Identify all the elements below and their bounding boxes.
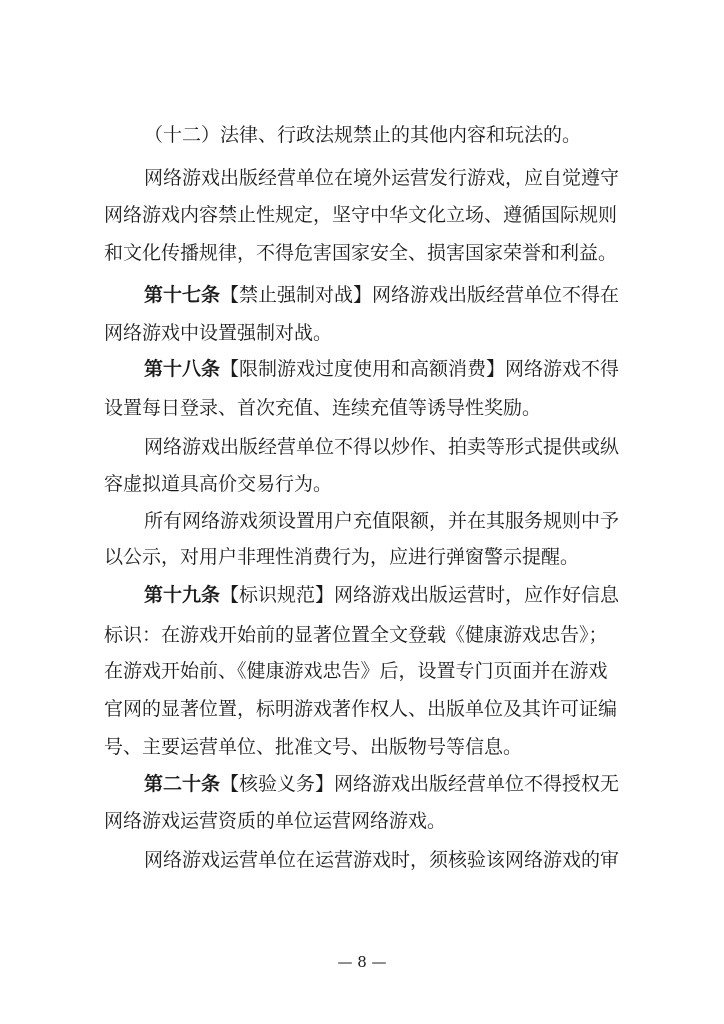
article-20-line (144, 772, 620, 796)
paragraph-line (144, 435, 620, 459)
paragraph-line (104, 623, 620, 647)
article-18-line (144, 357, 620, 381)
line-text: 网络游戏出版经营单位不得以炒作、拍卖等形式提供或纵 (144, 436, 620, 458)
line-text: 【禁止强制对战】网络游戏出版经营单位不得在 (220, 284, 620, 306)
article-heading: 第十七条 (144, 284, 221, 306)
paragraph-line (104, 735, 620, 759)
line-text: 所有网络游戏须设置用户充值限额，并在其服务规则中予 (144, 510, 620, 532)
article-19-line (144, 583, 620, 607)
paragraph-line (104, 321, 620, 345)
article-heading: 第二十条 (144, 773, 221, 795)
article-17-line (144, 283, 620, 307)
line-text: 号、主要运营单位、批准文号、出版物号等信息。 (104, 736, 523, 758)
paragraph-line (104, 809, 620, 833)
paragraph-line (104, 659, 620, 683)
line-text: 标识：在游戏开始前的显著位置全文登载《健康游戏忠告》； (104, 624, 608, 646)
line-text: 网络游戏内容禁止性规定，坚守中华文化立场、遵循国际规则 (104, 204, 618, 226)
line-text: 网络游戏出版经营单位在境外运营发行游戏，应自觉遵守 (144, 167, 620, 189)
paragraph-line (104, 472, 620, 496)
line-text: 官网的显著位置，标明游戏著作权人、出版单位及其许可证编 (104, 698, 618, 720)
line-text: （十二）法律、行政法规禁止的其他内容和玩法的。 (144, 124, 582, 146)
line-text: 【核验义务】网络游戏出版经营单位不得授权无 (220, 773, 620, 795)
line-text: 网络游戏运营资质的单位运营网络游戏。 (104, 810, 447, 832)
line-text: 【标识规范】网络游戏出版运营时，应作好信息 (220, 584, 620, 606)
article-heading: 第十九条 (144, 584, 221, 606)
line-text: 容虚拟道具高价交易行为。 (104, 473, 333, 495)
line-text: 和文化传播规律，不得危害国家安全、损害国家荣誉和利益。 (104, 242, 618, 264)
paragraph-line (104, 203, 620, 227)
paragraph-line (104, 697, 620, 721)
paragraph-line (144, 166, 620, 190)
paragraph-line (144, 509, 620, 533)
paragraph-line (104, 396, 620, 420)
line-text: 在游戏开始前、《健康游戏忠告》后，设置专门页面并在游戏 (104, 660, 608, 682)
paragraph-line (104, 545, 620, 569)
line-text: 以公示，对用户非理性消费行为，应进行弹窗警示提醒。 (104, 546, 580, 568)
line-text: 网络游戏运营单位在运营游戏时，须核验该网络游戏的审 (144, 849, 620, 871)
line-text: 设置每日登录、首次充值、连续充值等诱导性奖励。 (104, 397, 542, 419)
paragraph-line (144, 123, 620, 147)
line-text: 网络游戏中设置强制对战。 (104, 322, 333, 344)
paragraph-line (144, 848, 620, 872)
article-heading: 第十八条 (144, 358, 221, 380)
line-text: 【限制游戏过度使用和高额消费】网络游戏不得 (220, 358, 620, 380)
paragraph-line (104, 241, 620, 265)
page-number: — 8 — (337, 953, 387, 971)
